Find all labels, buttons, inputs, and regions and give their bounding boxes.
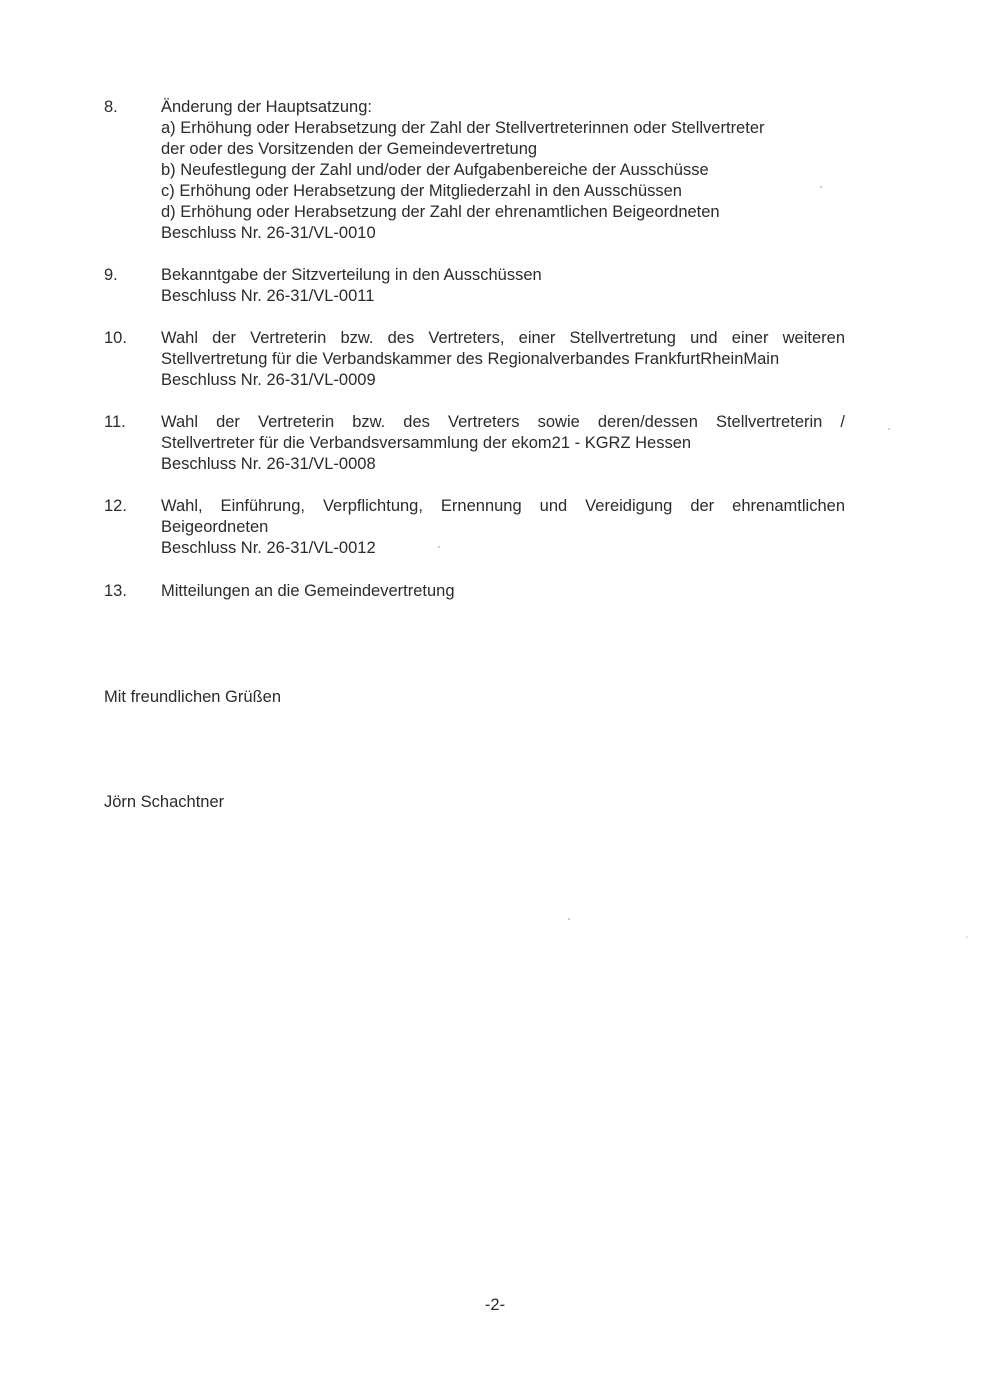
resolution-number: Beschluss Nr. 26-31/VL-0008 [161, 455, 376, 473]
agenda-item-title: Wahl der Vertreterin bzw. des Vertreters, einer Stellvertretung und einer weiteren [161, 329, 845, 347]
page-number: -2- [484, 1296, 506, 1314]
agenda-item-line: Beigeordneten [161, 518, 269, 536]
scan-speck [438, 546, 440, 548]
agenda-item-number: 8. [104, 98, 118, 116]
agenda-item-line: c) Erhöhung oder Herabsetzung der Mitgliederzahl in den Ausschüssen [161, 182, 682, 200]
agenda-item-line: Stellvertretung für die Verbandskammer des Regionalverbandes FrankfurtRheinMain [161, 350, 780, 368]
agenda-item-line: der oder des Vorsitzenden der Gemeindevertretung [161, 140, 538, 158]
signatory-name: Jörn Schachtner [104, 793, 225, 811]
agenda-item-title: Wahl der Vertreterin bzw. des Vertreters sowie deren/dessen Stellvertreterin / [161, 413, 845, 431]
scan-speck [966, 936, 968, 938]
scan-speck [568, 918, 570, 920]
agenda-item-number: 13. [104, 582, 127, 600]
agenda-item-line: d) Erhöhung oder Herabsetzung der Zahl der ehrenamtlichen Beigeordneten [161, 203, 720, 221]
resolution-number: Beschluss Nr. 26-31/VL-0009 [161, 371, 376, 389]
agenda-item-title: Mitteilungen an die Gemeindevertretung [161, 582, 455, 600]
agenda-item-title: Bekanntgabe der Sitzverteilung in den Ausschüssen [161, 266, 542, 284]
agenda-item-line: b) Neufestlegung der Zahl und/oder der Aufgabenbereiche der Ausschüsse [161, 161, 709, 179]
resolution-number: Beschluss Nr. 26-31/VL-0011 [161, 287, 375, 305]
resolution-number: Beschluss Nr. 26-31/VL-0012 [161, 539, 376, 557]
agenda-item-number: 9. [104, 266, 118, 284]
closing-greeting: Mit freundlichen Grüßen [104, 688, 281, 706]
agenda-item-title: Wahl, Einführung, Verpflichtung, Ernennung und Vereidigung der ehrenamtlichen [161, 497, 845, 515]
agenda-item-line: Stellvertreter für die Verbandsversammlung der ekom21 - KGRZ Hessen [161, 434, 692, 452]
agenda-item-number: 11. [104, 413, 126, 431]
agenda-item-number: 12. [104, 497, 127, 515]
agenda-item-number: 10. [104, 329, 127, 347]
scan-speck [820, 186, 822, 188]
resolution-number: Beschluss Nr. 26-31/VL-0010 [161, 224, 376, 242]
agenda-item-line: a) Erhöhung oder Herabsetzung der Zahl der Stellvertreterinnen oder Stellvertreter [161, 119, 765, 137]
agenda-item-title: Änderung der Hauptsatzung: [161, 98, 372, 116]
scan-speck [888, 428, 890, 430]
